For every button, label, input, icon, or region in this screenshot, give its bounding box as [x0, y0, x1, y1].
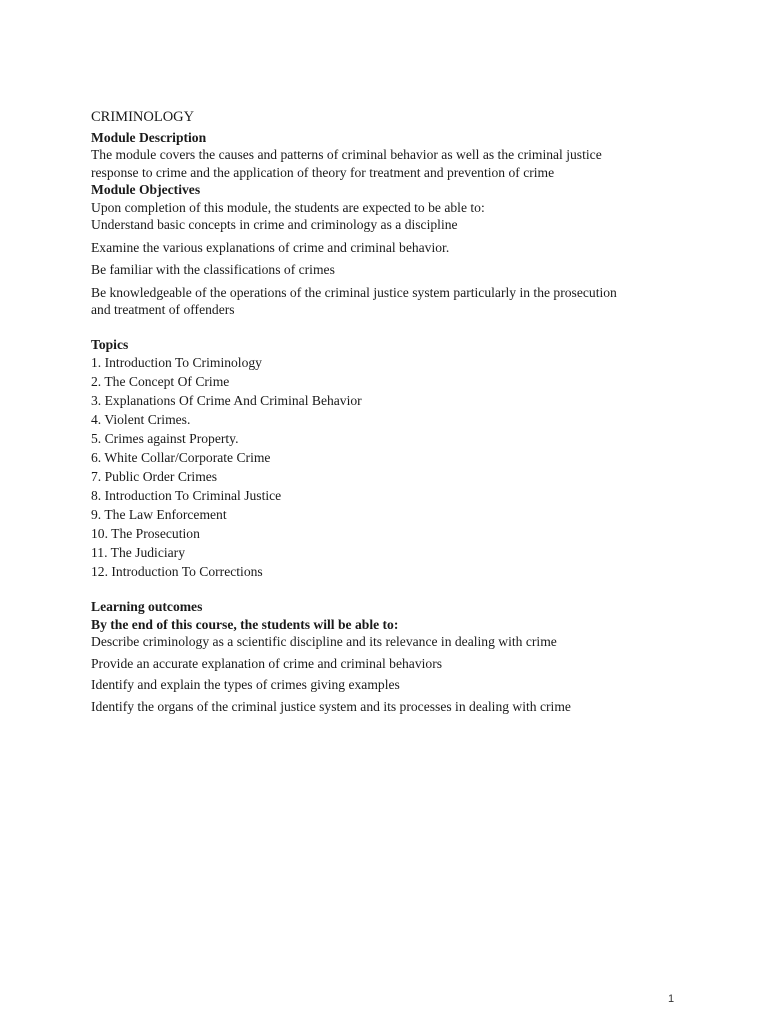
topic-item: 1. Introduction To Criminology: [91, 355, 262, 370]
module-description-line-2: response to crime and the application of theory for treatment and prevention of crime: [91, 164, 555, 180]
topic-item: 4. Violent Crimes.: [91, 412, 191, 427]
objective-item: Be familiar with the classifications of crimes: [91, 262, 335, 277]
module-description-heading: Module Description: [91, 129, 207, 145]
learning-outcomes-subheading: By the end of this course, the students will be able to:: [91, 616, 399, 632]
module-description-line-1: The module covers the causes and patterns of criminal behavior as well as the criminal justice: [91, 147, 602, 162]
learning-outcomes-heading: Learning outcomes: [91, 599, 203, 614]
topic-item: 8. Introduction To Criminal Justice: [91, 488, 282, 503]
topic-item: 2. The Concept Of Crime: [91, 374, 230, 389]
topic-item: 9. The Law Enforcement: [91, 507, 227, 522]
objective-item: Understand basic concepts in crime and criminology as a discipline: [91, 217, 458, 232]
outcome-item: Identify and explain the types of crimes giving examples: [91, 677, 400, 692]
document-title: CRIMINOLOGY: [91, 109, 195, 125]
topic-item: 7. Public Order Crimes: [91, 469, 218, 484]
topic-item: 5. Crimes against Property.: [91, 431, 239, 446]
topics-heading: Topics: [91, 336, 129, 352]
topics-list: [91, 353, 691, 581]
topic-item: 10. The Prosecution: [91, 526, 200, 541]
module-objectives-heading: Module Objectives: [91, 182, 201, 197]
page-number: 1: [668, 993, 675, 1005]
outcome-item: Identify the organs of the criminal justice system and its processes in dealing with crime: [91, 698, 571, 714]
document-page: [91, 109, 691, 715]
outcome-item: Provide an accurate explanation of crime and criminal behaviors: [91, 655, 443, 671]
topic-item: 11. The Judiciary: [91, 545, 186, 560]
topic-item: 3. Explanations Of Crime And Criminal Behavior: [91, 393, 362, 408]
objective-item: Examine the various explanations of crime and criminal behavior.: [91, 239, 450, 255]
topic-item: 6. White Collar/Corporate Crime: [91, 450, 271, 465]
module-objectives-intro: Upon completion of this module, the students are expected to be able to:: [91, 199, 485, 215]
topic-item: 12. Introduction To Corrections: [91, 564, 263, 579]
objective-item-line-1: Be knowledgeable of the operations of the criminal justice system particularly in the prosecution: [91, 284, 617, 300]
outcome-item: Describe criminology as a scientific discipline and its relevance in dealing with crime: [91, 634, 557, 649]
objective-item-line-2: and treatment of offenders: [91, 302, 235, 317]
